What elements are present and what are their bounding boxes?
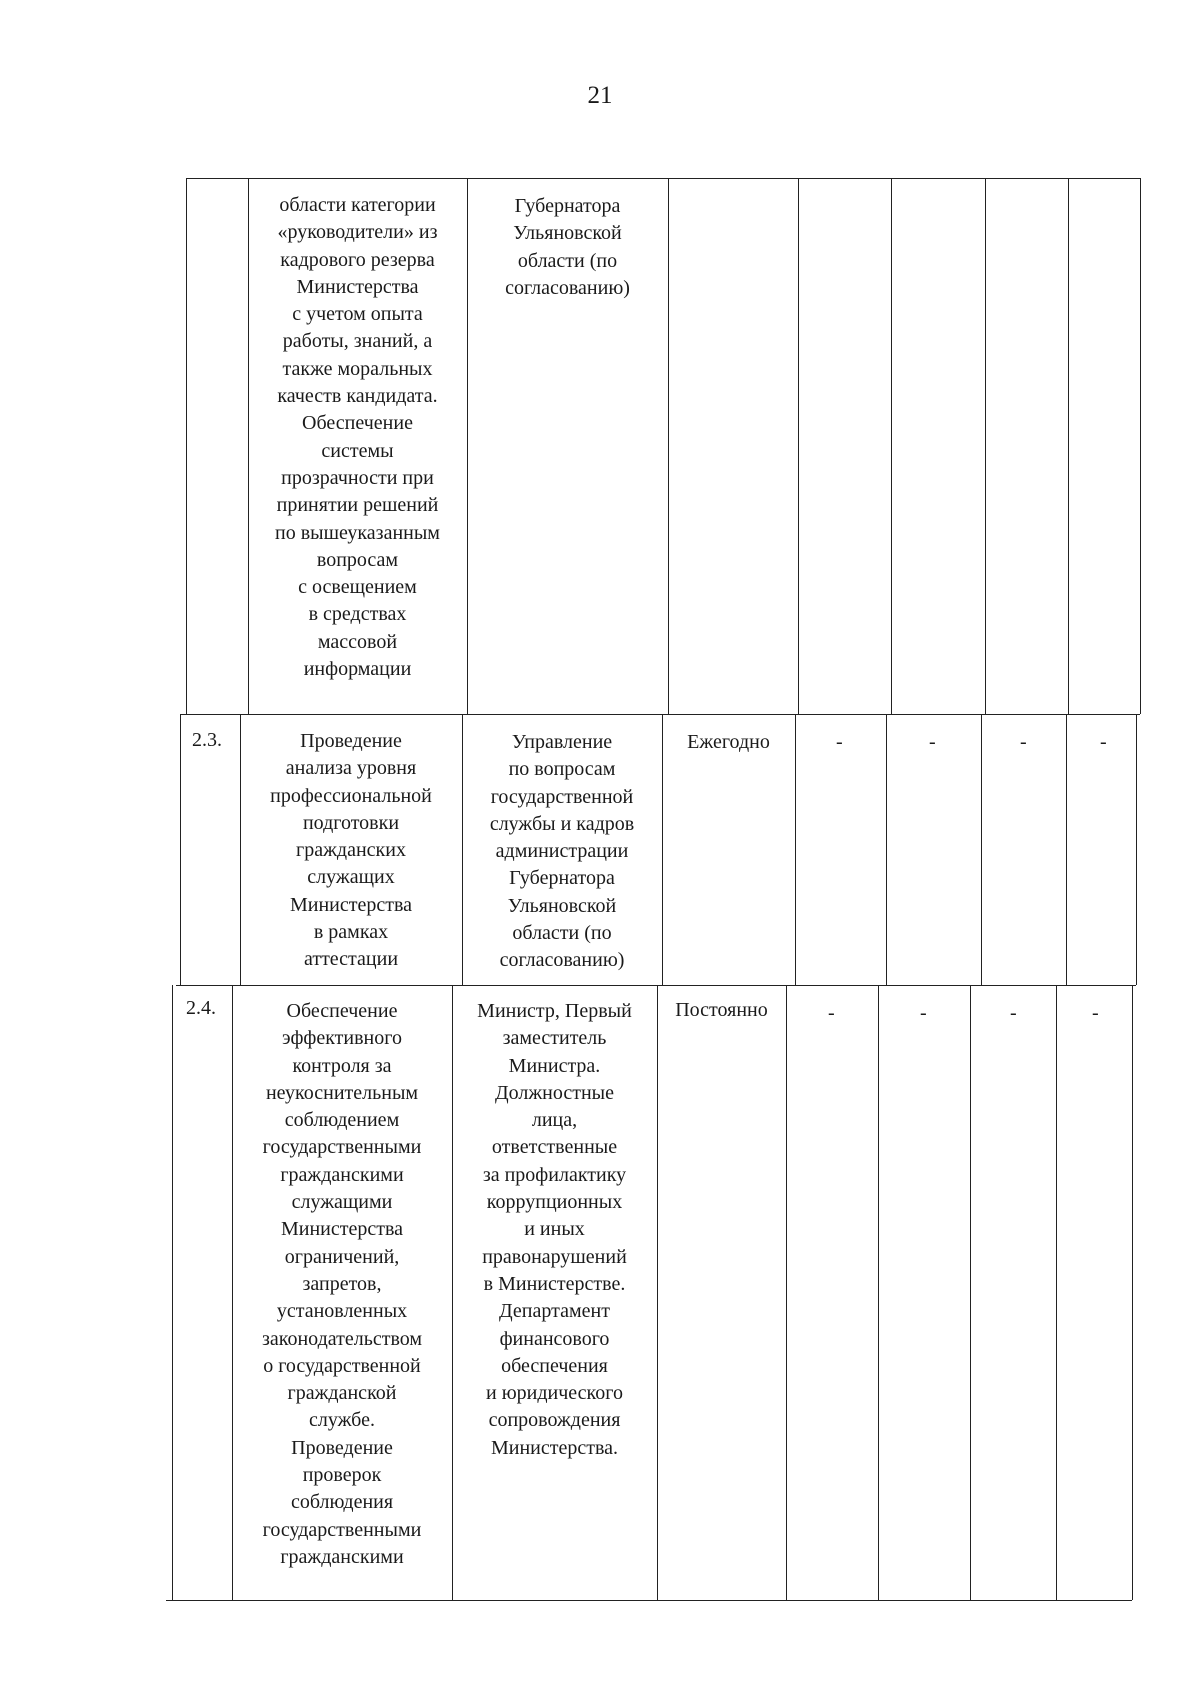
value-cell: -	[1010, 1002, 1017, 1024]
text-line: области категории	[279, 194, 436, 216]
text-line: коррупционных	[486, 1191, 623, 1214]
column-divider	[981, 714, 982, 985]
text-line: соблюдением	[284, 1109, 400, 1132]
text-line: работы, знаний, а	[282, 330, 433, 353]
column-divider	[798, 178, 799, 714]
text-line: установленных	[276, 1300, 408, 1323]
text-line: принятии решений	[276, 494, 439, 517]
row-number: 2.3.	[192, 729, 222, 751]
text-line: по вышеуказанным	[275, 521, 440, 544]
text-line: профессиональной	[270, 784, 432, 807]
column-divider	[180, 714, 181, 985]
text-line: вопросам	[316, 548, 399, 571]
column-divider	[878, 985, 879, 1600]
text-line: с учетом опыта	[292, 303, 423, 326]
text-line: о государственной	[263, 1354, 421, 1377]
text-line: правонарушений	[482, 1245, 627, 1268]
column-divider	[657, 985, 658, 1600]
activity-cell	[232, 998, 452, 1571]
column-divider	[1066, 714, 1067, 985]
row-number: 2.4.	[186, 997, 216, 1019]
text-line: Министерства.	[490, 1436, 619, 1459]
value-cell: -	[1100, 731, 1107, 753]
text-line: в средствах	[308, 603, 407, 626]
responsible-cell	[462, 729, 662, 975]
column-divider	[1132, 985, 1133, 1600]
text-line: ограничений,	[284, 1245, 400, 1268]
text-line: «руководители» из	[277, 221, 438, 244]
responsible-cell	[452, 998, 657, 1462]
text-line: государственными	[262, 1518, 422, 1541]
page-number: 21	[587, 82, 613, 109]
text-line: служащими	[291, 1191, 393, 1214]
text-line: массовой	[317, 630, 398, 653]
column-divider	[985, 178, 986, 714]
value-cell: -	[828, 1002, 835, 1024]
activity-cell	[240, 728, 462, 974]
period-cell: Ежегодно	[687, 731, 770, 753]
text-line: с освещением	[298, 576, 417, 599]
period-cell: Постоянно	[675, 999, 768, 1021]
text-line: анализа уровня	[285, 757, 417, 780]
column-divider	[1056, 985, 1057, 1600]
text-line: Обеспечение	[302, 412, 413, 435]
table-bottom-border	[166, 1600, 1132, 1601]
row-divider	[176, 985, 1136, 986]
text-line: за профилактику	[482, 1163, 627, 1186]
text-line: подготовки	[302, 811, 400, 834]
text-line: в рамках	[313, 921, 389, 944]
text-line: заместитель	[502, 1027, 607, 1050]
text-line: проверок	[302, 1464, 382, 1487]
table-top-border	[186, 178, 1140, 179]
column-divider	[786, 985, 787, 1600]
text-line: по вопросам	[508, 758, 616, 781]
value-cell: -	[1020, 731, 1027, 753]
text-line: Департамент	[499, 1300, 610, 1323]
column-divider	[970, 985, 971, 1600]
column-divider	[1140, 178, 1141, 714]
text-line: Министр, Первый	[477, 1000, 632, 1022]
text-line: информации	[303, 658, 412, 681]
text-line: лица,	[531, 1109, 578, 1132]
text-line: контроля за	[292, 1054, 392, 1077]
text-line: области (по	[517, 249, 618, 272]
text-line: гражданскими	[280, 1545, 404, 1568]
text-line: Должностные	[494, 1081, 614, 1104]
text-line: администрации	[495, 840, 629, 863]
text-line: государственными	[262, 1136, 422, 1159]
column-divider	[886, 714, 887, 985]
text-line: государственной	[490, 785, 634, 808]
text-line: эффективного	[282, 1027, 402, 1050]
text-line: гражданскими	[280, 1163, 404, 1186]
text-line: гражданской	[287, 1382, 397, 1405]
column-divider	[668, 178, 669, 714]
text-line: в Министерстве.	[483, 1272, 626, 1295]
text-line: служащих	[307, 866, 395, 889]
text-line: обеспечения	[501, 1354, 608, 1377]
text-line: Министерства	[296, 275, 419, 298]
value-cell: -	[920, 1002, 927, 1024]
responsible-cell	[467, 193, 668, 302]
text-line: ответственные	[491, 1136, 618, 1159]
text-line: Министерства	[289, 893, 413, 916]
text-line: неукоснительным	[265, 1081, 419, 1104]
value-cell: -	[836, 731, 843, 753]
text-line: гражданских	[296, 839, 406, 862]
text-line: кадрового резерва	[280, 248, 435, 271]
text-line: службе.	[309, 1409, 375, 1432]
text-line: качеств кандидата.	[277, 385, 438, 408]
text-line: согласованию)	[499, 949, 625, 972]
column-divider	[186, 178, 187, 714]
text-line: области (по	[512, 922, 612, 945]
text-line: службы и кадров	[489, 812, 635, 835]
text-line: Обеспечение	[286, 1000, 398, 1022]
text-line: Проведение	[291, 1436, 393, 1459]
text-line: аттестации	[303, 948, 399, 971]
text-line: финансового	[499, 1327, 610, 1350]
text-line: Ульяновской	[507, 894, 617, 917]
text-line: сопровождения	[488, 1409, 621, 1432]
text-line: системы	[321, 439, 394, 462]
text-line: Министерства	[280, 1218, 404, 1241]
text-line: Ульяновской	[513, 222, 622, 245]
text-line: Губернатора	[509, 867, 615, 890]
activity-cell	[248, 192, 467, 683]
column-divider	[891, 178, 892, 714]
column-divider	[1136, 714, 1137, 985]
text-line: согласованию)	[505, 276, 630, 299]
row-divider	[180, 714, 1140, 715]
text-line: Управление	[511, 731, 613, 753]
text-line: запретов,	[302, 1272, 382, 1295]
value-cell: -	[1092, 1002, 1099, 1024]
text-line: Проведение	[300, 730, 402, 752]
value-cell: -	[929, 731, 936, 753]
text-line: Министра.	[508, 1054, 601, 1077]
text-line: и юридического	[486, 1382, 623, 1405]
text-line: прозрачности при	[281, 466, 434, 489]
text-line: законодательством	[261, 1327, 423, 1350]
text-line: и иных	[524, 1218, 585, 1241]
column-divider	[1068, 178, 1069, 714]
text-line: также моральных	[282, 357, 433, 380]
text-line: соблюдения	[290, 1491, 394, 1514]
column-divider	[795, 714, 796, 985]
column-divider	[172, 985, 173, 1600]
text-line: Губернатора	[514, 195, 621, 217]
